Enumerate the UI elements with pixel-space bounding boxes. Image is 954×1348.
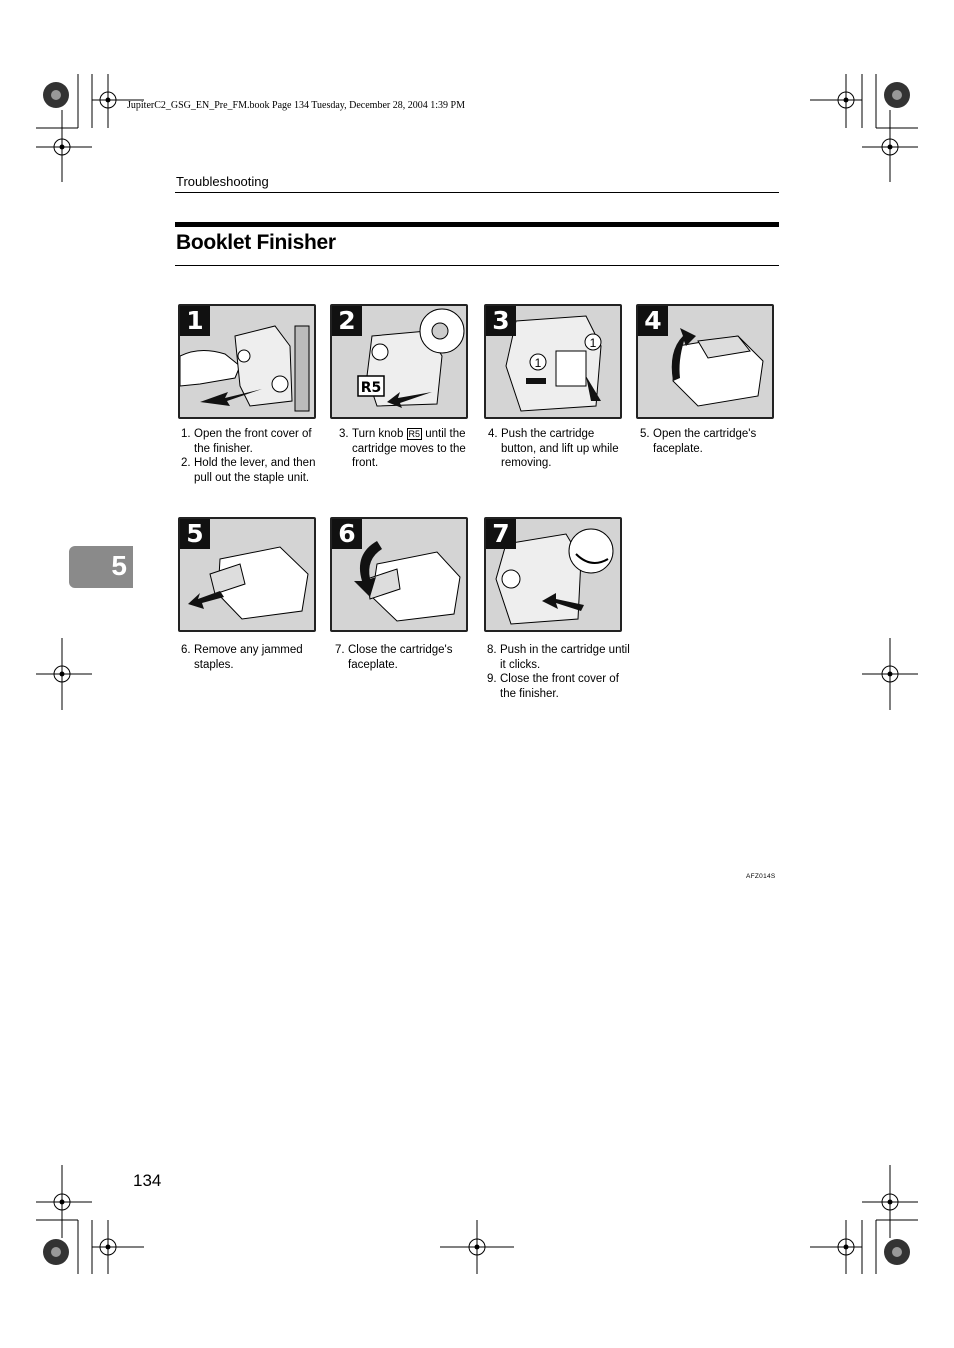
knob-label: R5	[408, 429, 421, 439]
registration-disc-icon	[43, 82, 910, 1265]
step-badge: 3	[486, 306, 516, 336]
step-badge: 5	[180, 519, 210, 549]
list-item: 6. Remove any jammed staples.	[181, 644, 303, 671]
caption-step-7	[335, 643, 465, 672]
list-item: 5. Open the cartridge's faceplate.	[640, 428, 757, 455]
step-illustration-4	[636, 304, 774, 419]
header-rule	[175, 192, 779, 193]
list-item: 8. Push in the cartridge until it clicks.	[487, 644, 630, 671]
step-illustration-1	[178, 304, 316, 419]
caption-step-6	[181, 643, 321, 672]
step-illustration-2	[330, 304, 468, 419]
step-illustration-3	[484, 304, 622, 419]
list-item: 7. Close the cartridge's faceplate.	[335, 644, 453, 671]
callout-number: 1	[534, 356, 542, 370]
title-rule	[175, 265, 779, 266]
print-info: JupiterC2_GSG_EN_Pre_FM.book Page 134 Tuesday, December 28, 2004 1:39 PM	[127, 100, 465, 111]
figure-code: AFZ014S	[746, 873, 776, 880]
page-title: Booklet Finisher	[176, 231, 336, 254]
list-item: 1. Open the front cover of the finisher.	[181, 428, 312, 455]
knob-label: R5	[360, 380, 382, 396]
step-badge: 4	[638, 306, 668, 336]
step-illustration-5	[178, 517, 316, 632]
list-item: 9. Close the front cover of the finisher.	[487, 673, 619, 700]
chapter-number: 5	[111, 550, 127, 581]
title-bar	[175, 222, 779, 227]
callout-number: 1	[589, 336, 597, 350]
caption-steps-1-2	[181, 427, 329, 485]
caption-step-3	[339, 427, 469, 471]
step-illustration-6	[330, 517, 468, 632]
list-item: 3. Turn knob R5 until the cartridge moves to the front.	[339, 428, 466, 469]
section-header: Troubleshooting	[176, 174, 269, 189]
step-badge: 1	[180, 306, 210, 336]
step-illustration-7	[484, 517, 622, 632]
caption-step-4	[488, 427, 628, 471]
list-item: 2. Hold the lever, and then pull out the staple unit.	[181, 457, 316, 484]
list-item: 4. Push the cartridge button, and lift up while removing.	[488, 428, 619, 469]
chapter-tab	[69, 546, 133, 588]
caption-steps-8-9	[487, 643, 632, 701]
page-number: 134	[133, 1171, 162, 1190]
step-badge: 2	[332, 306, 362, 336]
step-badge: 7	[486, 519, 516, 549]
caption-step-5	[640, 427, 770, 456]
step-badge: 6	[332, 519, 362, 549]
